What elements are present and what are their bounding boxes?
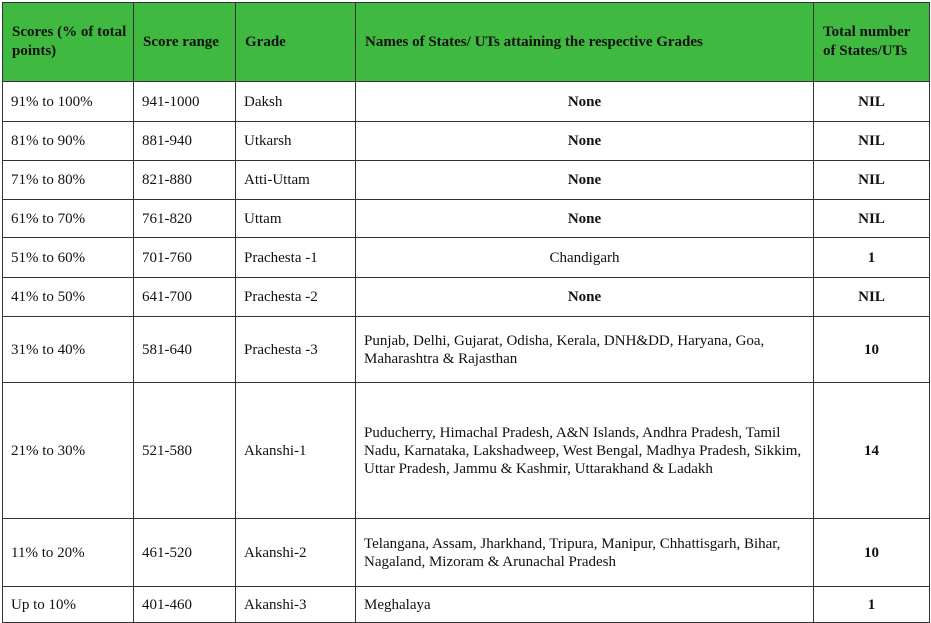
cell-score-range: 461-520 — [134, 519, 236, 587]
cell-scores: 31% to 40% — [3, 317, 134, 383]
cell-grade: Prachesta -2 — [236, 278, 356, 317]
cell-states: None — [356, 82, 814, 122]
cell-scores: 41% to 50% — [3, 278, 134, 317]
cell-score-range: 581-640 — [134, 317, 236, 383]
cell-scores: 81% to 90% — [3, 122, 134, 161]
cell-total: NIL — [814, 278, 930, 317]
table-row — [3, 317, 930, 383]
table-row — [3, 587, 930, 623]
table-row — [3, 122, 930, 161]
table-row — [3, 82, 930, 122]
cell-grade: Daksh — [236, 82, 356, 122]
cell-states: Meghalaya — [356, 587, 814, 623]
cell-grade: Akanshi-2 — [236, 519, 356, 587]
table-row — [3, 161, 930, 200]
cell-scores: 11% to 20% — [3, 519, 134, 587]
cell-grade: Prachesta -3 — [236, 317, 356, 383]
cell-scores: Up to 10% — [3, 587, 134, 623]
cell-states: Telangana, Assam, Jharkhand, Tripura, Manipur, Chhattisgarh, Bihar, Nagaland, Mizoram & Arunachal Pradesh — [356, 519, 814, 587]
cell-states: Punjab, Delhi, Gujarat, Odisha, Kerala, DNH&DD, Haryana, Goa, Maharashtra & Rajasthan — [356, 317, 814, 383]
cell-states: None — [356, 122, 814, 161]
cell-grade: Atti-Uttam — [236, 161, 356, 200]
cell-score-range: 641-700 — [134, 278, 236, 317]
cell-total: NIL — [814, 82, 930, 122]
cell-states: None — [356, 200, 814, 238]
grades-table-container — [2, 2, 930, 623]
header-states: Names of States/ UTs attaining the respective Grades — [356, 3, 814, 82]
header-row — [3, 3, 930, 82]
cell-grade: Akanshi-3 — [236, 587, 356, 623]
table-row — [3, 519, 930, 587]
cell-score-range: 521-580 — [134, 383, 236, 519]
cell-states: Chandigarh — [356, 238, 814, 278]
cell-grade: Utkarsh — [236, 122, 356, 161]
cell-states: Puducherry, Himachal Pradesh, A&N Islands, Andhra Pradesh, Tamil Nadu, Karnataka, Lakshadweep, West Bengal, Madhya Pradesh, Sikkim, Uttar Pradesh, Jammu & Kashmir, Uttarakhand & Ladakh — [356, 383, 814, 519]
header-scores: Scores (% of total points) — [3, 3, 134, 82]
cell-total: NIL — [814, 161, 930, 200]
header-score-range: Score range — [134, 3, 236, 82]
cell-states: None — [356, 278, 814, 317]
cell-scores: 21% to 30% — [3, 383, 134, 519]
header-grade: Grade — [236, 3, 356, 82]
cell-scores: 51% to 60% — [3, 238, 134, 278]
cell-score-range: 701-760 — [134, 238, 236, 278]
cell-score-range: 401-460 — [134, 587, 236, 623]
table-row — [3, 238, 930, 278]
cell-grade: Prachesta -1 — [236, 238, 356, 278]
cell-total: NIL — [814, 200, 930, 238]
cell-total: 1 — [814, 587, 930, 623]
table-row — [3, 383, 930, 519]
header-total: Total number of States/UTs — [814, 3, 930, 82]
cell-scores: 61% to 70% — [3, 200, 134, 238]
cell-score-range: 761-820 — [134, 200, 236, 238]
cell-score-range: 941-1000 — [134, 82, 236, 122]
table-row — [3, 278, 930, 317]
cell-total: 10 — [814, 317, 930, 383]
cell-total: 10 — [814, 519, 930, 587]
cell-score-range: 821-880 — [134, 161, 236, 200]
cell-total: 14 — [814, 383, 930, 519]
cell-total: NIL — [814, 122, 930, 161]
cell-states: None — [356, 161, 814, 200]
cell-grade: Uttam — [236, 200, 356, 238]
cell-scores: 91% to 100% — [3, 82, 134, 122]
cell-score-range: 881-940 — [134, 122, 236, 161]
cell-total: 1 — [814, 238, 930, 278]
table-row — [3, 200, 930, 238]
cell-scores: 71% to 80% — [3, 161, 134, 200]
cell-grade: Akanshi-1 — [236, 383, 356, 519]
grades-table — [2, 2, 930, 623]
